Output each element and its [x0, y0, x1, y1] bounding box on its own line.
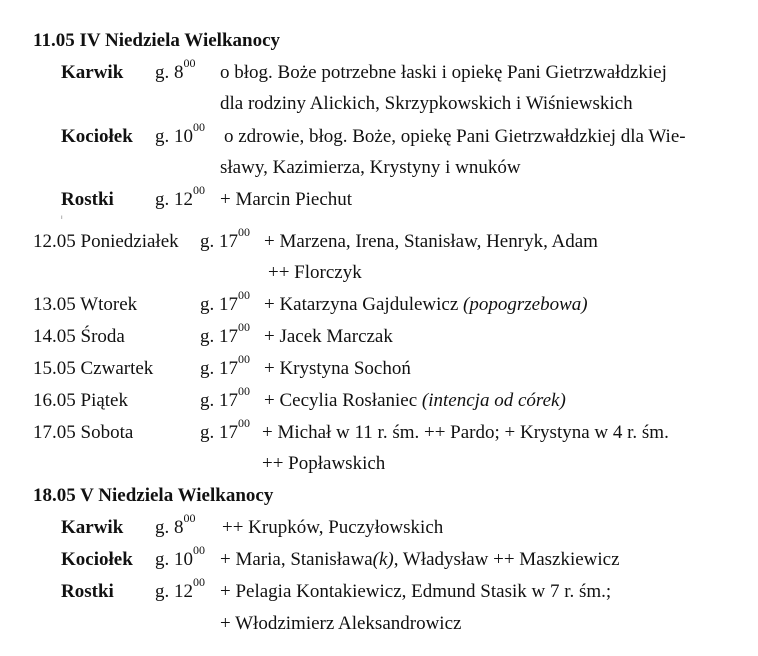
intention-text: + Marzena, Irena, Stanisław, Henryk, Adam [264, 231, 598, 252]
sunday-heading: 18.05 V Niedziela Wielkanocy [33, 485, 274, 506]
intention-text: ++ Krupków, Puczyłowskich [222, 517, 444, 538]
place-kociolek: Kociołek [61, 549, 133, 570]
intention-text: + Pelagia Kontakiewicz, Edmund Stasik w 7 r. śm.; [220, 581, 612, 602]
mass-time: g. $17^{00}$ [200, 416, 250, 443]
mass-time: g. $8^{00}$ [155, 56, 196, 83]
stray-mark: ı [61, 215, 63, 221]
mass-time: g. $12^{00}$ [155, 575, 205, 602]
intention-text: + Krystyna Sochoń [264, 358, 411, 379]
intention-text: + Michał w 11 r. śm. ++ Pardo; + Krystyna w 4 r. śm. [262, 422, 669, 443]
mass-time: g. $10^{00}$ [155, 543, 205, 570]
mass-time: g. $17^{00}$ [200, 288, 250, 315]
weekday-label: 15.05 Czwartek [33, 358, 154, 379]
intention-text: + Katarzyna Gajdulewicz (popogrzebowa) [264, 294, 588, 315]
sunday-heading: 11.05 IV Niedziela Wielkanocy [33, 30, 281, 51]
intention-text: + Jacek Marczak [264, 326, 393, 347]
weekday-label: 17.05 Sobota [33, 422, 134, 443]
mass-time: g. $17^{00}$ [200, 320, 250, 347]
intention-text: o zdrowie, błog. Boże, opiekę Pani Gietrzwałdzkiej dla Wie- [224, 126, 686, 147]
place-karwik: Karwik [61, 517, 124, 538]
place-rostki: Rostki [61, 189, 114, 210]
mass-time: g. $8^{00}$ [155, 511, 196, 538]
mass-time: g. $12^{00}$ [155, 183, 205, 210]
mass-time: g. $17^{00}$ [200, 384, 250, 411]
place-kociolek: Kociołek [61, 126, 133, 147]
intention-text-cont: + Włodzimierz Aleksandrowicz [220, 613, 462, 634]
mass-time: g. $17^{00}$ [200, 352, 250, 379]
weekday-label: 16.05 Piątek [33, 390, 128, 411]
mass-time: g. $10^{00}$ [155, 120, 205, 147]
weekday-label: 12.05 Poniedziałek [33, 231, 179, 252]
intention-text: + Marcin Piechut [220, 189, 353, 210]
intention-text-cont: ++ Popławskich [262, 453, 386, 474]
intention-text: + Maria, Stanisława(k), Władysław ++ Maszkiewicz [220, 549, 620, 570]
weekday-label: 13.05 Wtorek [33, 294, 138, 315]
intention-text-cont: ++ Florczyk [268, 262, 362, 283]
place-rostki: Rostki [61, 581, 114, 602]
intention-text-cont: sławy, Kazimierza, Krystyny i wnuków [220, 157, 521, 178]
mass-time: g. $17^{00}$ [200, 225, 250, 252]
weekday-label: 14.05 Środa [33, 326, 125, 347]
intention-text: + Cecylia Rosłaniec (intencja od córek) [264, 390, 566, 411]
place-karwik: Karwik [61, 62, 124, 83]
intention-text-cont: dla rodziny Alickich, Skrzypkowskich i Wiśniewskich [220, 93, 633, 114]
intention-text: o błog. Boże potrzebne łaski i opiekę Pani Gietrzwałdzkiej [220, 62, 667, 83]
